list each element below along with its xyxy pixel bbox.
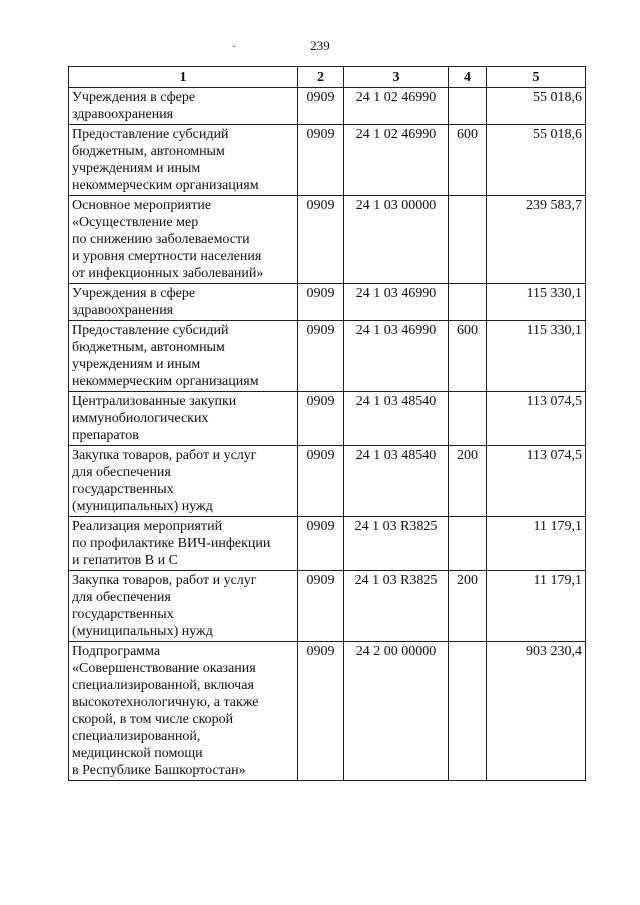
row-name: Закупка товаров, работ и услуг для обеспечения государственных (муниципальных) нужд bbox=[69, 571, 298, 642]
row-target-item: 24 1 03 48540 bbox=[344, 392, 449, 446]
row-target-item: 24 1 03 46990 bbox=[344, 284, 449, 321]
table-row bbox=[69, 392, 586, 446]
row-amount: 115 330,1 bbox=[487, 284, 586, 321]
scan-speck bbox=[233, 46, 235, 47]
table-header-row bbox=[69, 67, 586, 88]
row-section: 0909 bbox=[298, 642, 344, 781]
row-name: Учреждения в сфере здравоохранения bbox=[69, 88, 298, 125]
row-amount: 239 583,7 bbox=[487, 196, 586, 284]
row-section: 0909 bbox=[298, 517, 344, 571]
row-amount: 113 074,5 bbox=[487, 392, 586, 446]
column-header-amount: 5 bbox=[487, 67, 586, 88]
row-expense-type: 200 bbox=[449, 571, 487, 642]
row-section: 0909 bbox=[298, 284, 344, 321]
row-amount: 11 179,1 bbox=[487, 517, 586, 571]
row-amount: 11 179,1 bbox=[487, 571, 586, 642]
row-name: Предоставление субсидий бюджетным, автономным учреждениям и иным некоммерческим организациям bbox=[69, 125, 298, 196]
row-target-item: 24 1 03 R3825 bbox=[344, 571, 449, 642]
row-expense-type bbox=[449, 517, 487, 571]
column-header-name: 1 bbox=[69, 67, 298, 88]
row-expense-type bbox=[449, 196, 487, 284]
row-expense-type bbox=[449, 88, 487, 125]
row-expense-type bbox=[449, 392, 487, 446]
row-section: 0909 bbox=[298, 196, 344, 284]
row-name: Предоставление субсидий бюджетным, автономным учреждениям и иным некоммерческим организациям bbox=[69, 321, 298, 392]
table-row bbox=[69, 571, 586, 642]
row-section: 0909 bbox=[298, 125, 344, 196]
row-section: 0909 bbox=[298, 88, 344, 125]
row-amount: 903 230,4 bbox=[487, 642, 586, 781]
column-header-expense-type: 4 bbox=[449, 67, 487, 88]
row-section: 0909 bbox=[298, 446, 344, 517]
row-target-item: 24 1 02 46990 bbox=[344, 88, 449, 125]
row-target-item: 24 1 03 00000 bbox=[344, 196, 449, 284]
table-row bbox=[69, 642, 586, 781]
row-name: Закупка товаров, работ и услуг для обеспечения государственных (муниципальных) нужд bbox=[69, 446, 298, 517]
row-name: Реализация мероприятий по профилактике ВИЧ-инфекции и гепатитов В и С bbox=[69, 517, 298, 571]
row-name: Подпрограмма «Совершенствование оказания специализированной, включая высокотехнологичную, а также скорой, в том числе скорой специализированной, медицинской помощи в Республике Башкортостан» bbox=[69, 642, 298, 781]
row-expense-type: 600 bbox=[449, 125, 487, 196]
row-section: 0909 bbox=[298, 321, 344, 392]
table-row bbox=[69, 517, 586, 571]
table-row bbox=[69, 321, 586, 392]
row-target-item: 24 2 00 00000 bbox=[344, 642, 449, 781]
page-number: 239 bbox=[310, 38, 330, 53]
table-row bbox=[69, 446, 586, 517]
row-amount: 115 330,1 bbox=[487, 321, 586, 392]
row-amount: 113 074,5 bbox=[487, 446, 586, 517]
row-name: Учреждения в сфере здравоохранения bbox=[69, 284, 298, 321]
table-row bbox=[69, 196, 586, 284]
row-expense-type bbox=[449, 642, 487, 781]
column-header-target-item: 3 bbox=[344, 67, 449, 88]
row-target-item: 24 1 03 48540 bbox=[344, 446, 449, 517]
row-target-item: 24 1 03 R3825 bbox=[344, 517, 449, 571]
table-row bbox=[69, 284, 586, 321]
column-header-section: 2 bbox=[298, 67, 344, 88]
row-section: 0909 bbox=[298, 392, 344, 446]
row-expense-type: 600 bbox=[449, 321, 487, 392]
budget-table bbox=[68, 66, 586, 781]
table-row bbox=[69, 88, 586, 125]
row-name: Основное мероприятие «Осуществление мер по снижению заболеваемости и уровня смертности населения от инфекционных заболеваний» bbox=[69, 196, 298, 284]
row-target-item: 24 1 03 46990 bbox=[344, 321, 449, 392]
table-row bbox=[69, 125, 586, 196]
row-section: 0909 bbox=[298, 571, 344, 642]
row-target-item: 24 1 02 46990 bbox=[344, 125, 449, 196]
row-expense-type: 200 bbox=[449, 446, 487, 517]
row-name: Централизованные закупки иммунобиологических препаратов bbox=[69, 392, 298, 446]
row-amount: 55 018,6 bbox=[487, 125, 586, 196]
row-expense-type bbox=[449, 284, 487, 321]
row-amount: 55 018,6 bbox=[487, 88, 586, 125]
